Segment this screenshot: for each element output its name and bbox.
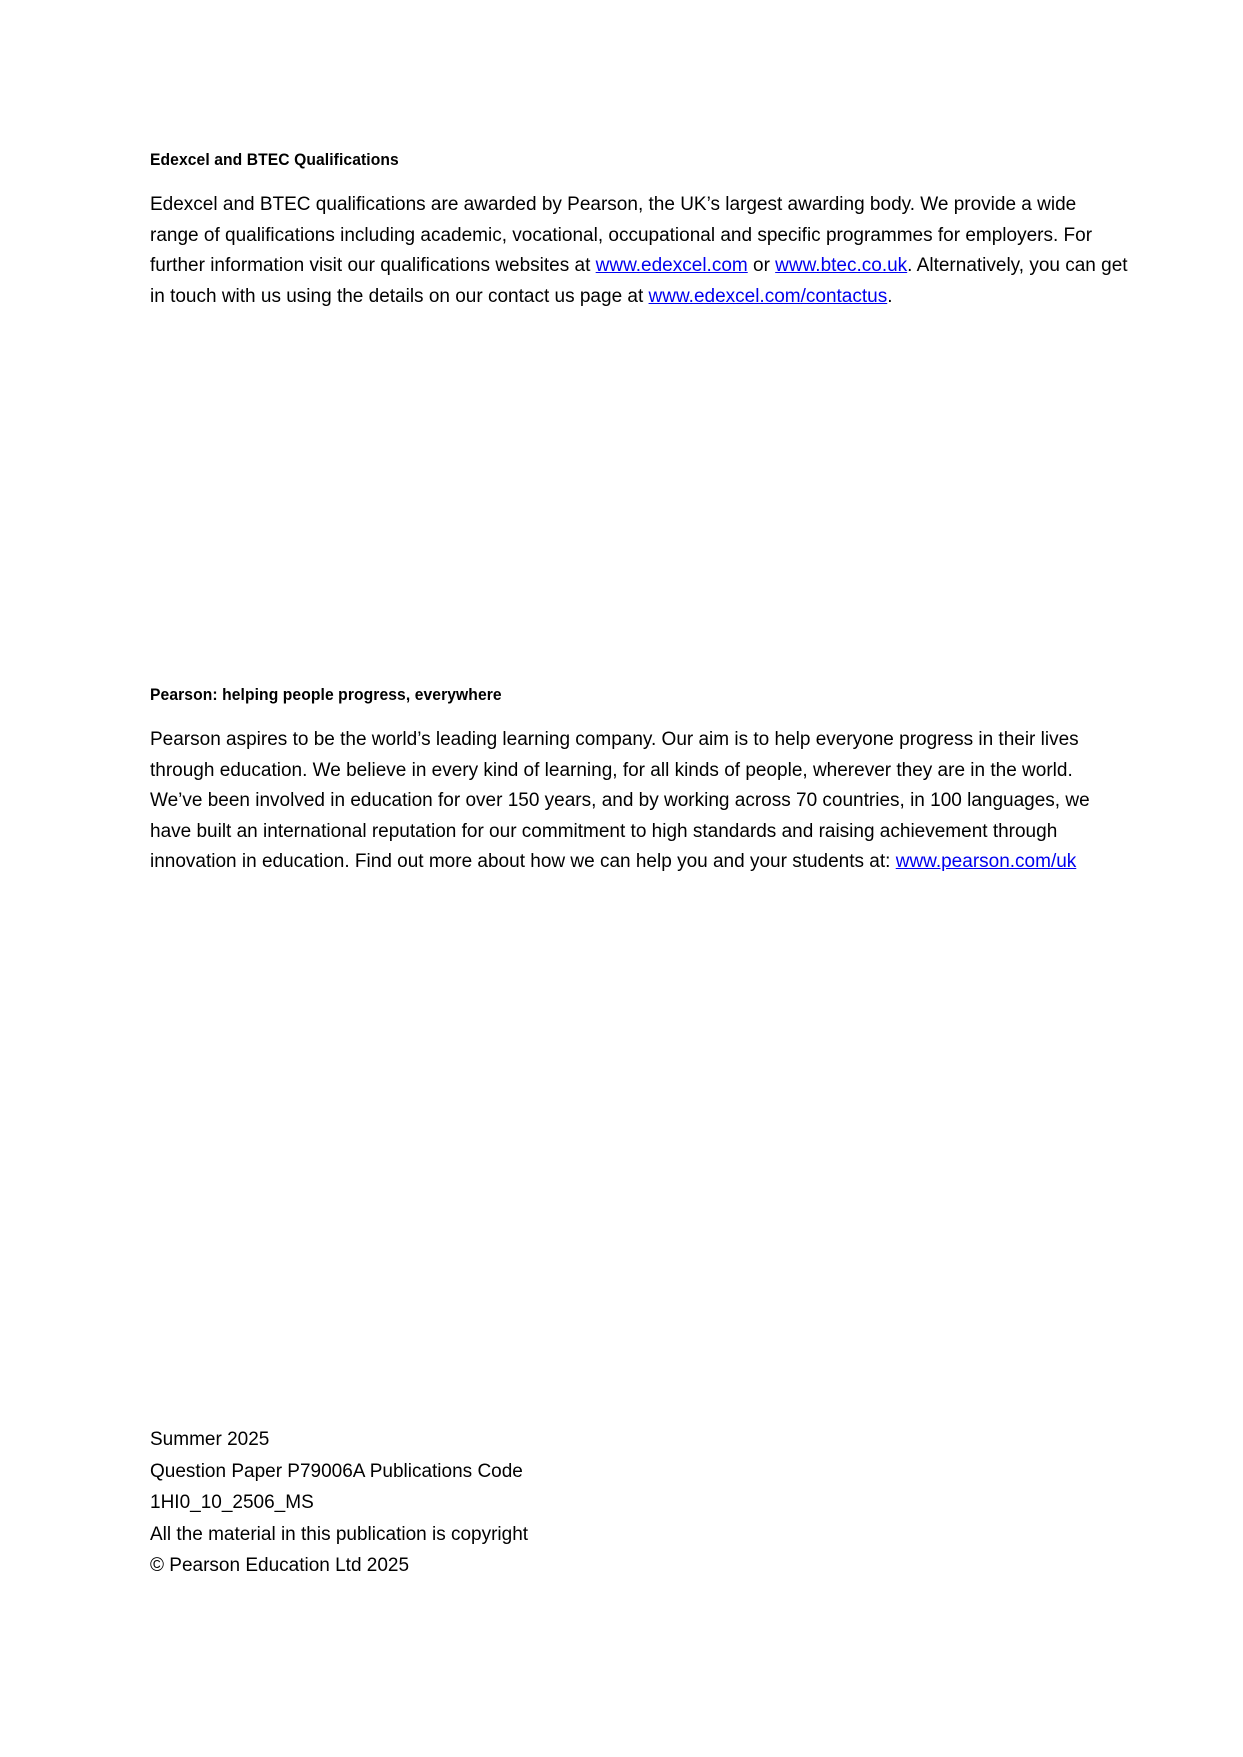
footer-question-paper: Question Paper P79006A Publications Code (150, 1460, 523, 1482)
footer-copyright-notice: All the material in this publication is copyright (150, 1523, 529, 1545)
pearson-heading: Pearson: helping people progress, everywhere (150, 685, 502, 704)
edexcel-text-1: Edexcel and BTEC qualifications are awarded by Pearson, the UK’s largest awarding body. We provide a wide range of qualifications including academic, vocational, occupational and specific programmes for employers. For further information visit our qualifications websites at (150, 194, 1093, 276)
edexcel-heading: Edexcel and BTEC Qualifications (150, 150, 399, 169)
pearson-paragraph (150, 725, 1130, 878)
footer-publication-code: 1HI0_10_2506_MS (150, 1492, 314, 1513)
edexcel-section (150, 150, 1130, 312)
pearson-section (150, 685, 1130, 878)
publication-footer (150, 1424, 528, 1582)
pearson-text-1: Pearson aspires to be the world’s leading learning company. Our aim is to help everyone progress in their lives through education. We believe in every kind of learning, for all kinds of people, wherever they are in the world. We’ve been involved in education for over 150 years, and by working across 70 countries, in 100 languages, we have built an international reputation for our commitment to high standards and raising achievement through innovation in education. Find out more about how we can help you and your students at: (150, 729, 1090, 872)
contact-us-link[interactable]: www.edexcel.com/contactus (648, 285, 888, 307)
edexcel-website-link[interactable]: www.edexcel.com (595, 255, 748, 276)
edexcel-text-2: or (747, 255, 776, 276)
pearson-website-link[interactable]: www.pearson.com/uk (895, 851, 1077, 872)
edexcel-paragraph (150, 190, 1130, 312)
edexcel-text-3: . Alternatively, you can get in touch with us using the details on our contact us page at (150, 255, 1128, 307)
edexcel-text-4: . (887, 285, 893, 307)
footer-season: Summer 2025 (150, 1429, 270, 1450)
btec-website-link[interactable]: www.btec.co.uk (775, 255, 908, 276)
footer-copyright-owner: © Pearson Education Ltd 2025 (150, 1555, 410, 1576)
